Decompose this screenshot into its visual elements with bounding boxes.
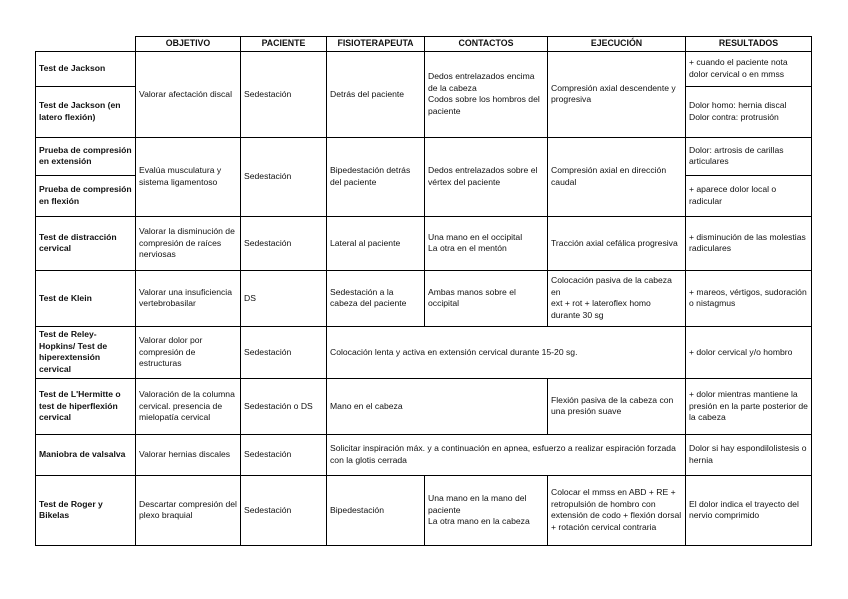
ejecucion-cell: Compresión axial en dirección caudal <box>548 137 686 216</box>
ejecucion-cell: Colocar el mmss en ABD + RE + retropulsión de hombro con extensión de codo + flexión dorsal + rotación cervical contraria <box>548 475 686 545</box>
objetivo-cell: Valorar una insuficiencia vertebrobasilar <box>136 270 241 326</box>
test-name: Test de Roger y Bikelas <box>36 475 136 545</box>
paciente-cell: Sedestación <box>241 137 327 216</box>
table-row <box>36 216 812 270</box>
objetivo-cell: Valoración de la columna cervical. presencia de mielopatía cervical <box>136 378 241 434</box>
table-row <box>36 137 812 175</box>
cervical-tests-table <box>35 36 812 546</box>
table-row <box>36 475 812 545</box>
resultados-cell: + cuando el paciente nota dolor cervical o en mmss <box>686 51 812 86</box>
objetivo-cell: Valorar afectación discal <box>136 51 241 137</box>
paciente-cell: Sedestación o DS <box>241 378 327 434</box>
contactos-cell: Una mano en el occipital La otra en el mentón <box>425 216 548 270</box>
contactos-cell: Dedos entrelazados encima de la cabeza Codos sobre los hombros del paciente <box>425 51 548 137</box>
test-name: Prueba de compresión en extensión <box>36 137 136 175</box>
test-name: Test de Klein <box>36 270 136 326</box>
paciente-cell: DS <box>241 270 327 326</box>
header-paciente: PACIENTE <box>241 37 327 52</box>
merged-cell: Colocación lenta y activa en extensión cervical durante 15-20 sg. <box>327 326 686 378</box>
paciente-cell: Sedestación <box>241 475 327 545</box>
test-name: Test de distracción cervical <box>36 216 136 270</box>
merged-cell: Mano en el cabeza <box>327 378 548 434</box>
resultados-cell: Dolor: artrosis de carillas articulares <box>686 137 812 175</box>
header-resultados: RESULTADOS <box>686 37 812 52</box>
resultados-cell: + aparece dolor local o radicular <box>686 175 812 216</box>
header-row <box>36 37 812 52</box>
table-row <box>36 51 812 86</box>
contactos-cell: Ambas manos sobre el occipital <box>425 270 548 326</box>
test-name: Test de Jackson <box>36 51 136 86</box>
header-blank <box>36 37 136 52</box>
objetivo-cell: Descartar compresión del plexo braquial <box>136 475 241 545</box>
paciente-cell: Sedestación <box>241 326 327 378</box>
merged-cell: Solicitar inspiración máx. y a continuación en apnea, esfuerzo a realizar espiración forzada con la glotis cerrada <box>327 434 686 475</box>
contactos-cell: Dedos entrelazados sobre el vértex del paciente <box>425 137 548 216</box>
test-name: Test de Jackson (en latero flexión) <box>36 86 136 137</box>
resultados-cell: + dolor mientras mantiene la presión en la parte posterior de la cabeza <box>686 378 812 434</box>
resultados-cell: + mareos, vértigos, sudoración o nistagmus <box>686 270 812 326</box>
table-row <box>36 378 812 434</box>
table-row <box>36 270 812 326</box>
objetivo-cell: Valorar hernias discales <box>136 434 241 475</box>
objetivo-cell: Valorar la disminución de compresión de raíces nerviosas <box>136 216 241 270</box>
header-objetivo: OBJETIVO <box>136 37 241 52</box>
objetivo-cell: Valorar dolor por compresión de estructuras <box>136 326 241 378</box>
contactos-cell: Una mano en la mano del paciente La otra mano en la cabeza <box>425 475 548 545</box>
test-name: Test de L'Hermitte o test de hiperflexión cervical <box>36 378 136 434</box>
header-fisioterapeuta: FISIOTERAPEUTA <box>327 37 425 52</box>
paciente-cell: Sedestación <box>241 51 327 137</box>
paciente-cell: Sedestación <box>241 216 327 270</box>
fisioterapeuta-cell: Bipedestación <box>327 475 425 545</box>
header-ejecucion: EJECUCIÓN <box>548 37 686 52</box>
resultados-cell: Dolor si hay espondilolistesis o hernia <box>686 434 812 475</box>
resultados-cell: El dolor indica el trayecto del nervio comprimido <box>686 475 812 545</box>
ejecucion-cell: Flexión pasiva de la cabeza con una presión suave <box>548 378 686 434</box>
resultados-cell: + disminución de las molestias radiculares <box>686 216 812 270</box>
fisioterapeuta-cell: Sedestación a la cabeza del paciente <box>327 270 425 326</box>
header-contactos: CONTACTOS <box>425 37 548 52</box>
ejecucion-cell: Tracción axial cefálica progresiva <box>548 216 686 270</box>
test-name: Maniobra de valsalva <box>36 434 136 475</box>
table-row <box>36 434 812 475</box>
ejecucion-cell: Colocación pasiva de la cabeza en ext + rot + lateroflex homo durante 30 sg <box>548 270 686 326</box>
paciente-cell: Sedestación <box>241 434 327 475</box>
table-row <box>36 326 812 378</box>
fisioterapeuta-cell: Lateral al paciente <box>327 216 425 270</box>
fisioterapeuta-cell: Detrás del paciente <box>327 51 425 137</box>
objetivo-cell: Evalúa musculatura y sistema ligamentoso <box>136 137 241 216</box>
test-name: Prueba de compresión en flexión <box>36 175 136 216</box>
ejecucion-cell: Compresión axial descendente y progresiva <box>548 51 686 137</box>
resultados-cell: + dolor cervical y/o hombro <box>686 326 812 378</box>
fisioterapeuta-cell: Bipedestación detrás del paciente <box>327 137 425 216</box>
resultados-cell: Dolor homo: hernia discal Dolor contra: protrusión <box>686 86 812 137</box>
test-name: Test de Reley-Hopkins/ Test de hiperextensión cervical <box>36 326 136 378</box>
